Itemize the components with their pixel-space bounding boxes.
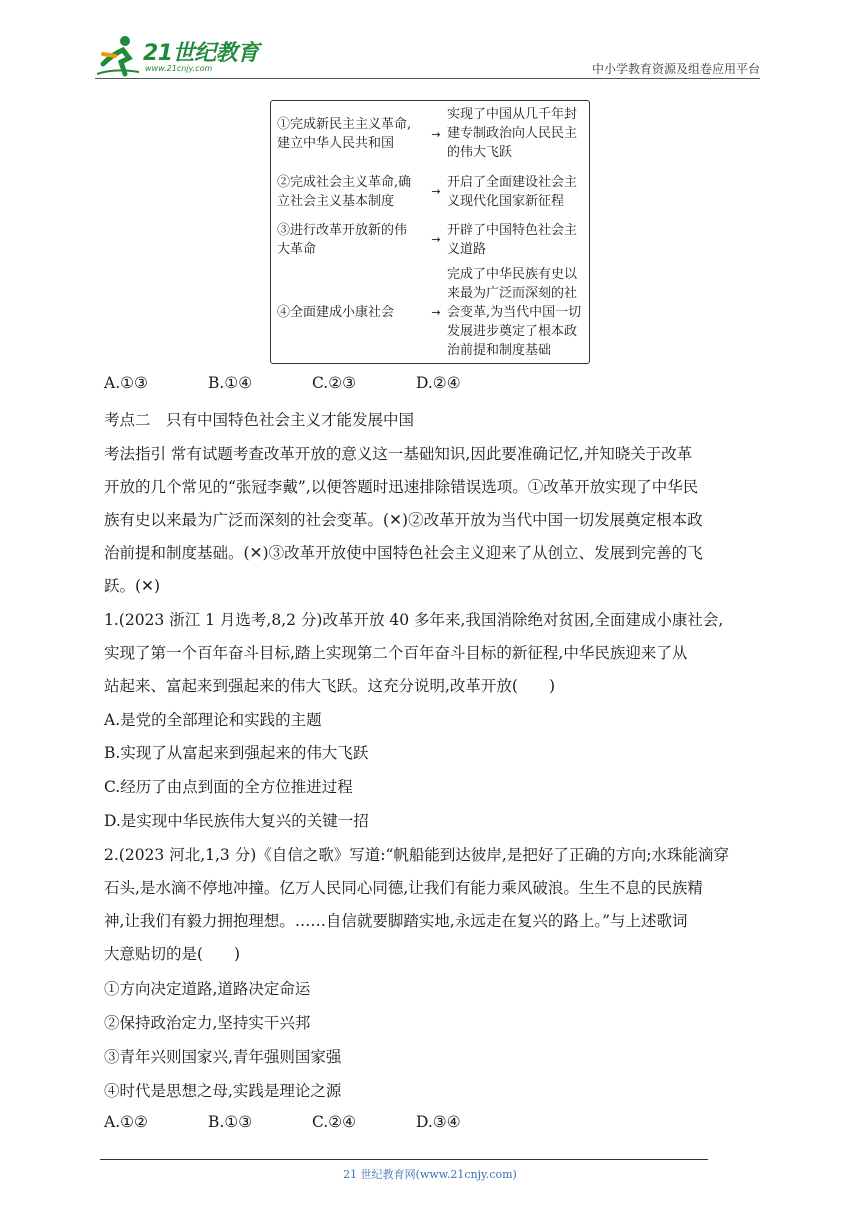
choice-c[interactable]: C.②③ (312, 374, 357, 392)
guide-line: 治前提和制度基础。(✕)③改革开放使中国特色社会主义迎来了从创立、发展到完善的飞 (104, 544, 703, 562)
q2-stem: 石头,是水滴不停地冲撞。亿万人民同心同德,让我们有能力乘风破浪。生生不息的民族精 (104, 879, 703, 897)
footer-link[interactable]: 21 世纪教育网(www.21cnjy.com) (343, 1168, 517, 1181)
choice-a[interactable]: A.①② (104, 1113, 148, 1131)
logo-text: 21世纪教育 (143, 41, 259, 66)
guide-line: 开放的几个常见的“张冠李戴”,以便答题时迅速排除错误选项。①改革开放实现了中华民 (104, 478, 699, 496)
runner-logo-icon (95, 34, 143, 78)
diagram-cause: ①完成新民主主义革命, 建立中华人民共和国 (277, 117, 412, 151)
footer-divider (100, 1159, 708, 1160)
header-divider (95, 78, 760, 79)
choice-c[interactable]: C.②④ (312, 1113, 357, 1131)
choice-b[interactable]: B.①④ (208, 374, 253, 392)
q2-stem: 2.(2023 河北,1,3 分)《自信之歌》写道:“帆船能到达彼岸,是把好了正确的方向;水珠能滴穿 (104, 846, 730, 864)
logo-url: www.21cnjy.com (145, 64, 213, 73)
diagram-effect: 开启了全面建设社会主 义现代化国家新征程 (447, 175, 578, 209)
guide-line: 跃。(✕) (104, 577, 161, 595)
q2-stem: 神,让我们有毅力拥抱理想。……自信就要脚踏实地,永远走在复兴的路上。”与上述歌词 (104, 912, 688, 930)
site-logo[interactable] (95, 34, 265, 78)
q2-choices (104, 1113, 520, 1131)
diagram-effect: 实现了中国从几千年封 建专制政治向人民民主 的伟大飞跃 (447, 107, 578, 160)
q1-option-b[interactable]: B.实现了从富起来到强起来的伟大飞跃 (104, 744, 369, 762)
q1-stem: 站起来、富起来到强起来的伟大飞跃。这充分说明,改革开放( ) (104, 677, 556, 695)
arrow-icon: → (431, 185, 441, 198)
diagram-cause: ③进行改革开放新的伟 大革命 (277, 223, 408, 257)
diagram-effect: 开辟了中国特色社会主 义道路 (447, 223, 578, 257)
arrow-icon: → (431, 233, 441, 246)
q0-choices (104, 374, 520, 392)
q1-option-c[interactable]: C.经历了由点到面的全方位推进过程 (104, 778, 353, 796)
choice-d[interactable]: D.③④ (416, 1113, 461, 1131)
guide-line: 族有史以来最为广泛而深刻的社会变革。(✕)②改革开放为当代中国一切发展奠定根本政 (104, 511, 703, 529)
diagram-effect: 完成了中华民族有史以 来最为广泛而深刻的社 会变革,为当代中国一切 发展进步奠定了根本政 治前提和制度基础 (447, 267, 582, 358)
choice-b[interactable]: B.①③ (208, 1113, 253, 1131)
choice-d[interactable]: D.②④ (416, 374, 461, 392)
page-header (95, 30, 760, 80)
q2-item-4: ④时代是思想之母,实践是理论之源 (104, 1082, 342, 1100)
arrow-icon: → (431, 306, 441, 319)
q1-stem: 实现了第一个百年奋斗目标,踏上实现第二个百年奋斗目标的新征程,中华民族迎来了从 (104, 644, 688, 662)
section-title: 考点二 只有中国特色社会主义才能发展中国 (104, 411, 415, 429)
diagram-cause: ②完成社会主义革命,确 立社会主义基本制度 (277, 175, 412, 209)
platform-title: 中小学教育资源及组卷应用平台 (591, 62, 760, 76)
q1-option-a[interactable]: A.是党的全部理论和实践的主题 (104, 711, 322, 729)
significance-diagram (270, 100, 590, 364)
diagram-cause: ④全面建成小康社会 (277, 305, 395, 320)
choice-a[interactable]: A.①③ (104, 374, 148, 392)
arrow-icon: → (431, 128, 441, 141)
q1-stem: 1.(2023 浙江 1 月选考,8,2 分)改革开放 40 多年来,我国消除绝对贫困,全面建成小康社会, (104, 611, 724, 629)
q2-item-1: ①方向决定道路,道路决定命运 (104, 980, 311, 998)
q2-item-2: ②保持政治定力,坚持实干兴邦 (104, 1014, 311, 1032)
q2-item-3: ③青年兴则国家兴,青年强则国家强 (104, 1048, 342, 1066)
q1-option-d[interactable]: D.是实现中华民族伟大复兴的关键一招 (104, 812, 369, 830)
q2-stem: 大意贴切的是( ) (104, 945, 241, 963)
guide-line: 考法指引 常有试题考查改革开放的意义这一基础知识,因此要准确记忆,并知晓关于改革 (104, 445, 693, 463)
